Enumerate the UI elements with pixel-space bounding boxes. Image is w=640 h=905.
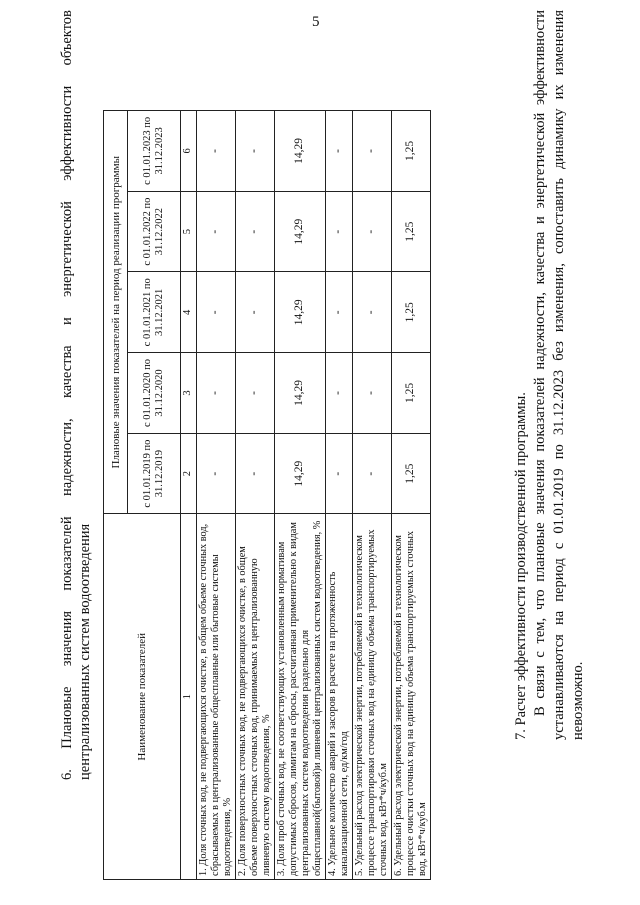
indicator-value: - [352, 191, 391, 272]
section-7-title: 7. Расчет эффективности производственной программы. [513, 392, 529, 740]
indicator-label: 5. Удельный расход электрической энергии, потребляемой в технологическом процессе транспортировки сточных вод на единицу объема транспортируемых сточных вод, кВт*ч/куб.м [352, 514, 391, 880]
table-row [325, 111, 352, 880]
period-header-2021: с 01.01.2021 по 31.12.2021 [128, 272, 181, 353]
heading-word: значения [59, 610, 75, 667]
indicator-label: 2. Доля поверхностных сточных вод, не подвергающихся очистке, в общем объеме поверхностных сточных вод, принимаемых в централизованную ливневую систему водоотведения, % [235, 514, 274, 880]
indicator-value: 14,29 [274, 433, 325, 514]
name-column-header: Наименование показателей [104, 514, 181, 880]
indicator-value: - [235, 433, 274, 514]
indicator-value: - [235, 191, 274, 272]
rotated-page-content [0, 10, 640, 890]
table-row [274, 111, 325, 880]
indicator-value: - [196, 433, 235, 514]
column-number: 6 [181, 111, 197, 192]
heading-word: объектов [59, 10, 75, 66]
indicator-value: - [325, 111, 352, 192]
indicators-table [103, 110, 431, 880]
table-row [352, 111, 391, 880]
column-number: 1 [181, 514, 197, 880]
indicator-value: - [196, 111, 235, 192]
indicator-value: - [325, 272, 352, 353]
column-number: 5 [181, 191, 197, 272]
indicator-label: 3. Доля проб сточных вод, не соответствующих установленным нормативам допустимых сбросов, лимитам на сбросы, рассчитанная применительно к видам централизованных систем водоотведения раздельно для общесплавной(бытовой)и ливневой централизованных систем водоотведения, % [274, 514, 325, 880]
heading-word: надежности, [59, 418, 75, 496]
indicator-value: - [325, 433, 352, 514]
indicator-value: - [235, 111, 274, 192]
table-row [391, 111, 430, 880]
table-row [196, 111, 235, 880]
indicator-value: - [325, 353, 352, 434]
indicator-label: 6. Удельный расход электрической энергии, потребляемой в технологическом процессе очистки сточных вод на единицу объема транспортируемых сточных вод, кВт*ч/куб.м [391, 514, 430, 880]
indicator-value: - [352, 111, 391, 192]
indicator-value: - [352, 433, 391, 514]
indicator-value: 14,29 [274, 191, 325, 272]
indicator-label: 4. Удельное количество аварий и засоров в расчете на протяженность канализационной сети, ед/км/год [325, 514, 352, 880]
heading-word: качества [59, 345, 75, 399]
heading-word: показателей [59, 516, 75, 591]
section-7 [512, 10, 588, 740]
indicator-value: - [196, 272, 235, 353]
page-number: 5 [312, 14, 320, 30]
indicator-value: 14,29 [274, 111, 325, 192]
heading-line-1 [58, 10, 76, 780]
period-header-2019: с 01.01.2019 по 31.12.2019 [128, 433, 181, 514]
column-number: 3 [181, 353, 197, 434]
heading-word: и [59, 317, 75, 326]
plan-values-header: Плановые значения показателей на период реализации программы [104, 111, 128, 514]
indicator-value: 1,25 [391, 111, 430, 192]
heading-word: 6. [59, 769, 75, 780]
heading-word: Плановые [59, 686, 75, 749]
indicator-value: 14,29 [274, 272, 325, 353]
indicator-value: 1,25 [391, 433, 430, 514]
column-number: 4 [181, 272, 197, 353]
indicator-value: - [352, 353, 391, 434]
indicator-value: - [235, 353, 274, 434]
indicator-value: - [196, 191, 235, 272]
indicator-value: - [325, 191, 352, 272]
indicator-value: 1,25 [391, 191, 430, 272]
column-number: 2 [181, 433, 197, 514]
period-header-2022: с 01.01.2022 по 31.12.2022 [128, 191, 181, 272]
indicator-value: 1,25 [391, 353, 430, 434]
indicator-value: - [235, 272, 274, 353]
indicator-value: 1,25 [391, 272, 430, 353]
section-7-paragraph: В связи с тем, что плановые значения показателей надежности, качества и энергетической эффективности устанавливаются на период с 01.01.2019 по 31.12.2023 без изменения, сопоставить динамику их изменения невозможно. [532, 10, 586, 740]
section-6-heading [58, 10, 94, 780]
period-header-2023: с 01.01.2023 по 31.12.2023 [128, 111, 181, 192]
indicator-value: - [352, 272, 391, 353]
table-row [235, 111, 274, 880]
indicator-value: - [196, 353, 235, 434]
indicator-value: 14,29 [274, 353, 325, 434]
heading-word: эффективности [59, 85, 75, 181]
heading-line-2: централизованных систем водоотведения [77, 523, 93, 780]
period-header-2020: с 01.01.2020 по 31.12.2020 [128, 353, 181, 434]
heading-word: энергетической [59, 201, 75, 297]
indicator-label: 1. Доля сточных вод, не подвергающихся очистке, в общем объеме сточных вод, сбрасываемых в централизованные общесплавные или бытовые системы водоотведения, % [196, 514, 235, 880]
